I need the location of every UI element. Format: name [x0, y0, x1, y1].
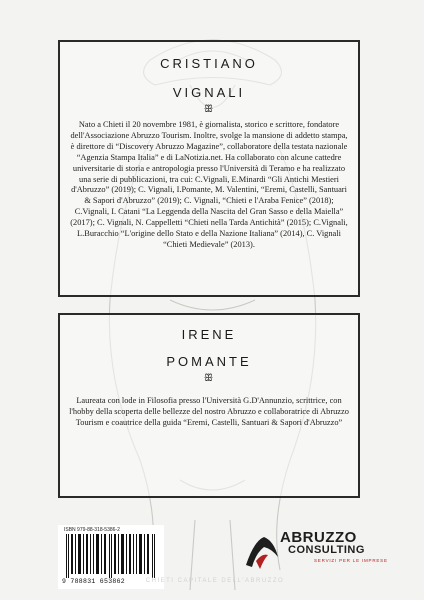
publisher-name-word1: ABRUZZO	[280, 529, 357, 546]
ornament-icon: ꕥ	[203, 373, 215, 384]
author-name-line2: POMANTE	[166, 354, 252, 369]
author-bio: Laureata con lode in Filosofia presso l'Università G.D'Annunzio, scrittrice, con l'hobby della scoperta delle bellezze del nostro Abruzzo e collaboratrice di Abruzzo Tourism e coautrice della guida “Eremi, Castelli, Santuari & Sapori d'Abruzzo”	[69, 396, 349, 427]
isbn-label: ISBN 979-88-318-5386-2	[64, 527, 120, 533]
author-name-line2: VIGNALI	[172, 85, 246, 100]
publisher-tagline: SERVIZI PER LE IMPRESE	[314, 558, 388, 563]
ornament-icon: ꕥ	[203, 104, 215, 115]
author-box-cristiano-vignali	[58, 40, 360, 297]
author-name-line1: IRENE	[181, 327, 237, 342]
author-bio: Nato a Chieti il 20 novembre 1981, è giornalista, storico e scrittore, fondatore dell'Associazione Abruzzo Tourism. Inoltre, svolge la mansione di addetto stampa, è direttore di “Discovery Abruzzo Magazine”, collaboratore della testata nazionale “Agenzia Stampa Italia” e di LaNotizia.net. Ha collaborato con alcune cattedre universitarie di storia e antropologia presso l'Università di Teramo e ha realizzato una serie di pubblicazioni, tra cui: C.Vignali, E.Minardi “Gli Antichi Mestieri d'Abruzzo” (2019); C. Vignali, I.Pomante, M. Valentini, “Eremi, Castelli, Santuari & Sapori d'Abruzzo” (2019); C. Vignali, “Chieti e l'Araba Fenice” (2018); C.Vignali, I. Catani “La Leggenda della Nascita del Gran Sasso e della Maiella” (2017); C. Vignali, N. Cappelletti “Chieti nella Tarda Antichità” (2015); C.Vignali, L.Buracchio “L'origine dello Stato e della Nazione Italiana” (2014), C. Vignali “Chieti Medievale” (2013).	[70, 120, 348, 249]
author-box-irene-pomante	[58, 313, 360, 498]
barcode-number: 9 788831 653862	[62, 578, 126, 585]
publisher-logo	[244, 527, 394, 577]
publisher-name-word2: CONSULTING	[288, 544, 365, 556]
barcode-bars	[64, 534, 158, 578]
author-name-line1: CRISTIANO	[160, 56, 258, 71]
footer-faded-text: CHIETI CAPITALE DELL'ABRUZZO	[145, 578, 285, 584]
mountain-icon	[244, 531, 280, 573]
